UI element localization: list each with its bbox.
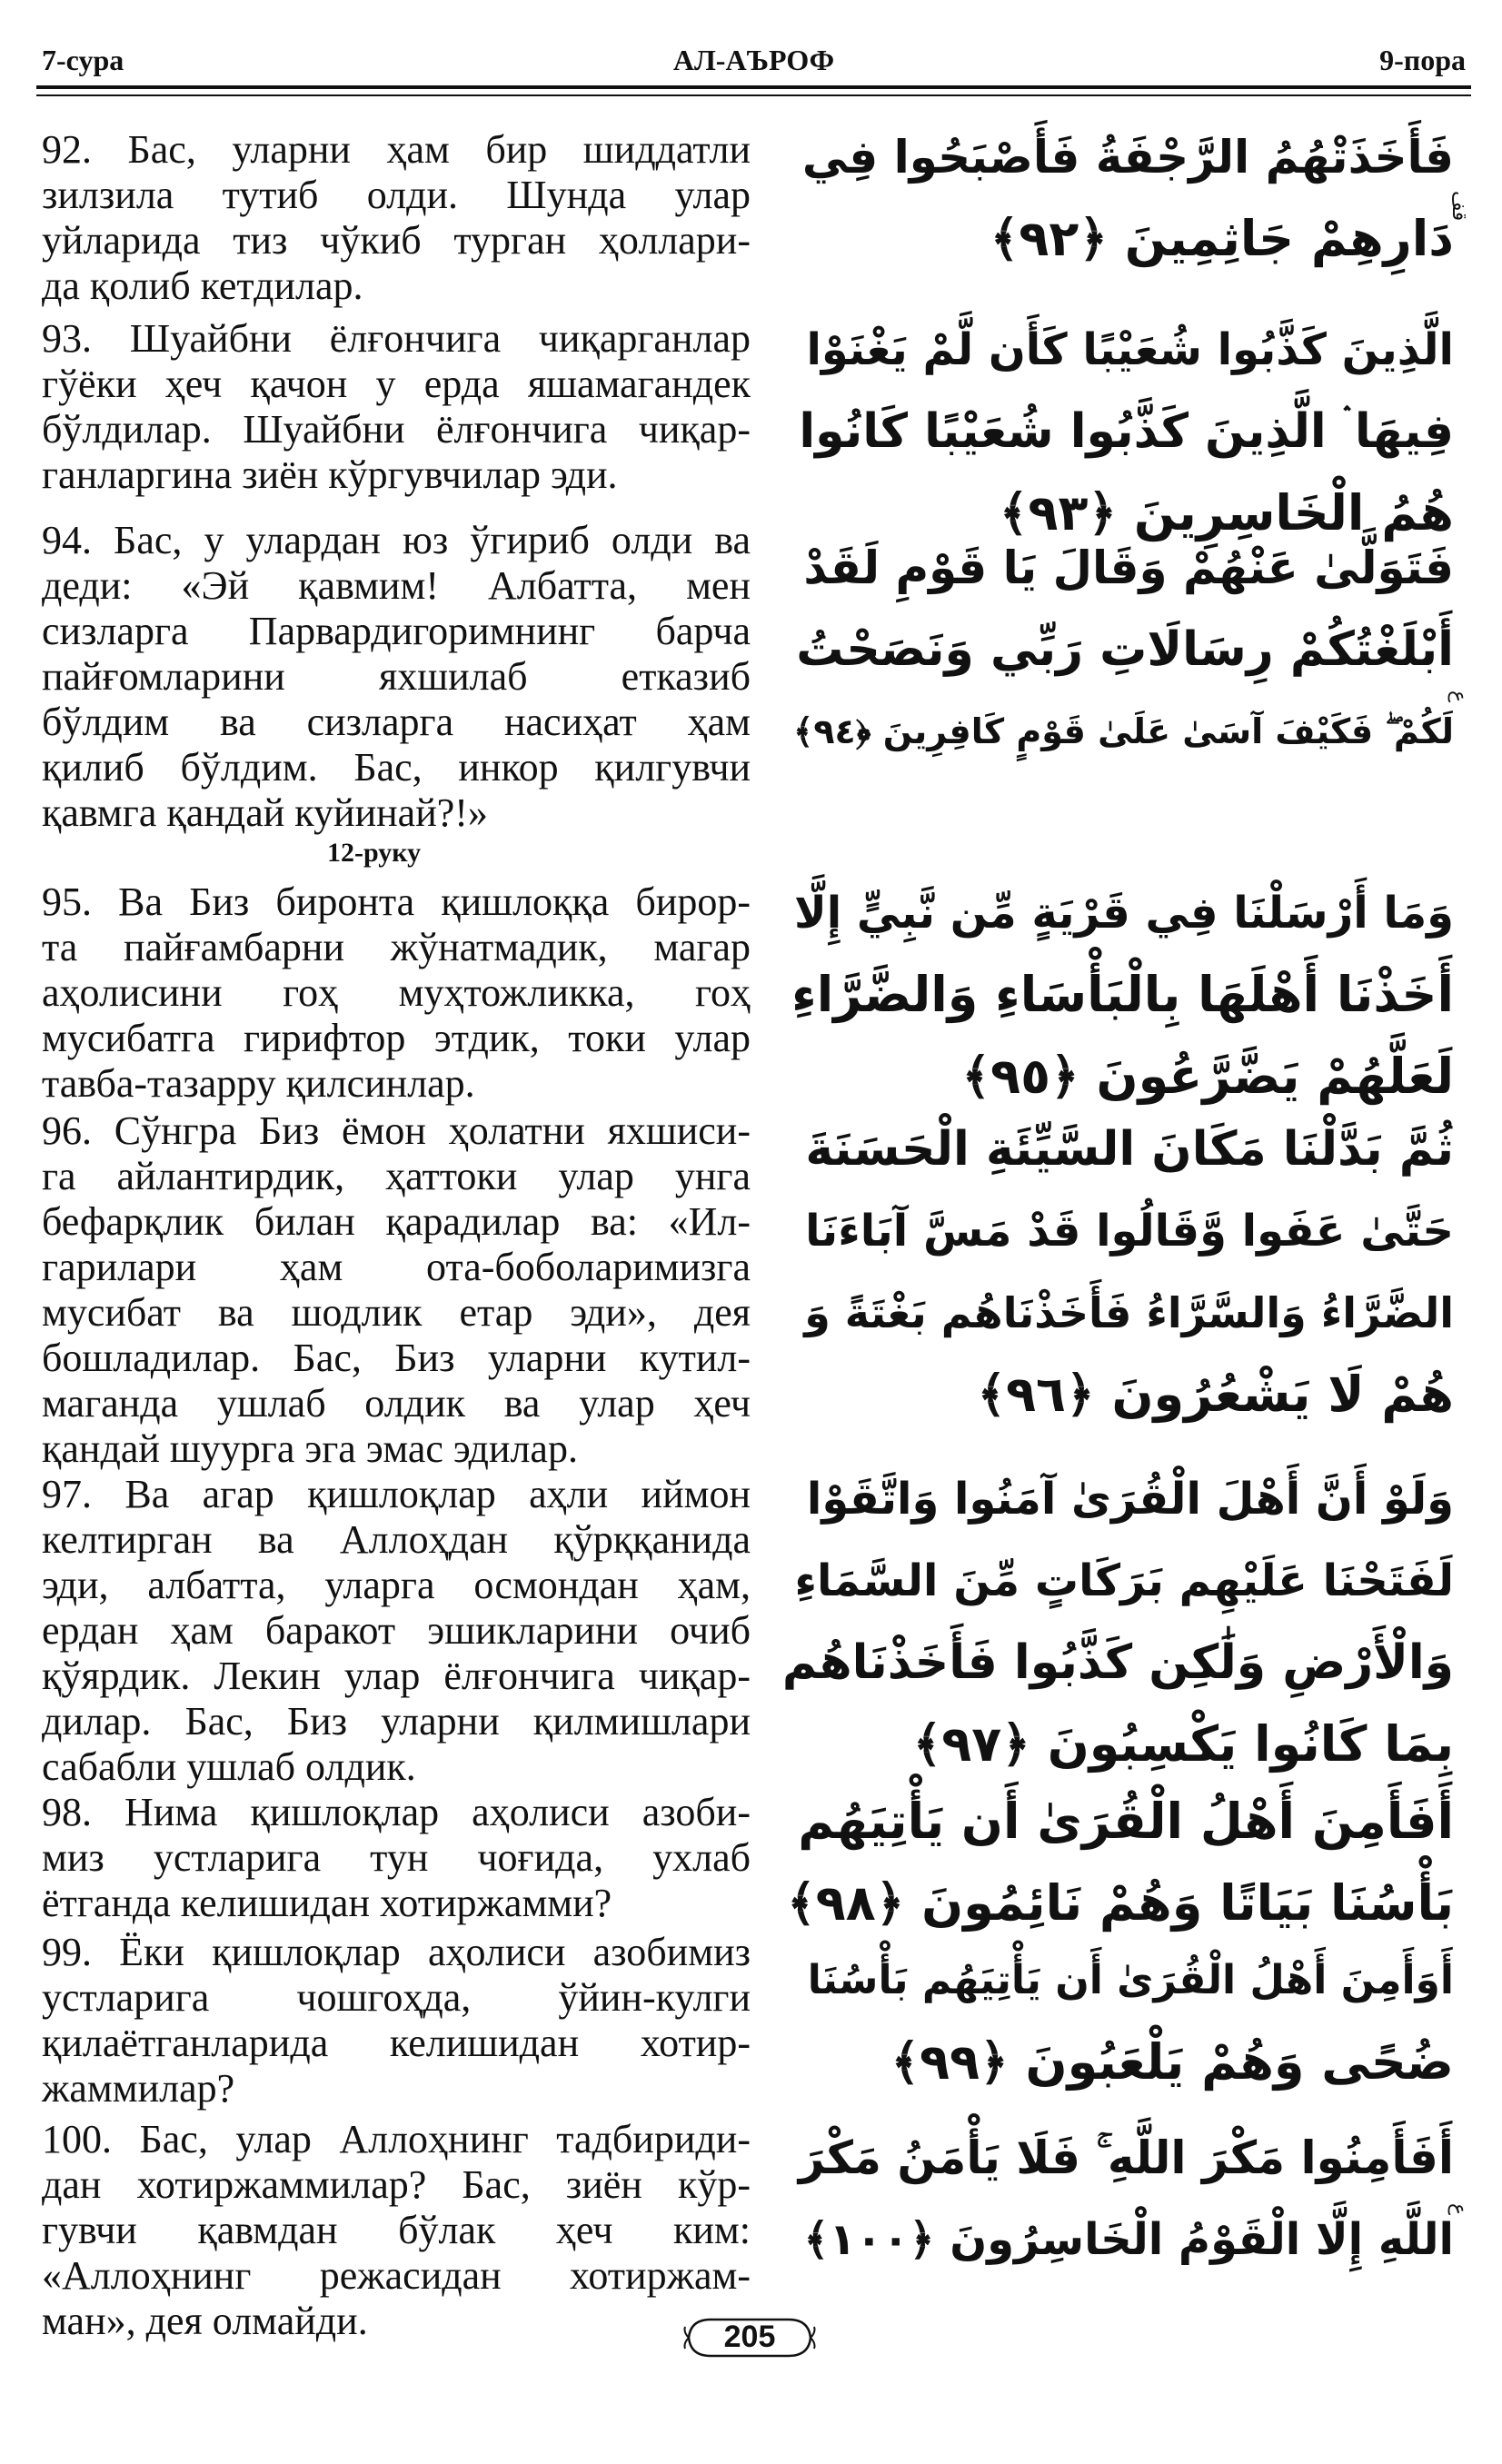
translation-line: 94. Бас, у улардан юз ўгириб олди ва [42,518,751,562]
translation-line: ётганда келишидан хотиржамми? [42,1881,612,1925]
translation-line: қавмга қандай куйинай?!» [42,790,488,835]
arabic-verse-100 [781,2117,1454,2280]
translation-line: та пайғамбарни жўнатмадик, магар [42,925,751,969]
arabic-line: حَتَّىٰ عَفَوا وَّقَالُوا قَدْ مَسَّ آبَاءَنَا [805,1206,1454,1257]
translation-line: пайғомларини яхшилаб етказиб [42,654,751,699]
arabic-line: ضُحًى وَهُمْ يَلْعَبُونَ ﴿٩٩﴾ [890,2033,1454,2091]
translation-line: 96. Сўнгра Биз ёмон ҳолатни яхшиси- [42,1108,751,1153]
translation-line: дан хотиржаммилар? Бас, зиён кўр- [42,2162,751,2207]
arabic-line: فِيهَا ۛ الَّذِينَ كَذَّبُوا شُعَيْبًا كَانُوا [799,404,1454,459]
translation-line: ердан ҳам баракот эшикларини очиб [42,1608,751,1653]
sura-title: АЛ-АЪРОФ [672,44,835,76]
header-rule-thin [36,94,1471,96]
arabic-line: وَمَا أَرْسَلْنَا فِي قَرْيَةٍ مِّن نَّبِيٍّ إِلَّا [793,888,1454,939]
translation-line: маганда ушлаб олдик ва улар ҳеч [42,1381,751,1426]
translation-line: сизларга Парвардигоримнинг барча [42,609,751,653]
arabic-line: بَأْسُنَا بَيَاتًا وَهُمْ نَائِمُونَ ﴿٩٨﴾ [787,1874,1454,1932]
translation-line: бўлдим ва сизларга насиҳат ҳам [42,700,751,744]
translation-line: 97. Ва агар қишлоқлар аҳли иймон [42,1472,751,1516]
translation-verse-93 [42,316,751,498]
translation-line: 98. Нима қишлоқлар аҳолиси азоби- [42,1790,751,1834]
translation-line: га айлантирдик, ҳаттоки улар унга [42,1154,751,1198]
translation-line: мусибатга гирифтор этдик, токи улар [42,1016,751,1060]
arabic-line: أَفَأَمِنَ أَهْلُ الْقُرَىٰ أَن يَأْتِيَهُم [798,1793,1454,1850]
translation-line: гувчи қавмдан бўлак ҳеч ким: [42,2208,751,2252]
translation-line: гарилари ҳам ота-боболаримизга [42,1245,751,1289]
translation-line: аҳолисини гоҳ муҳтожликка, гоҳ [42,970,751,1015]
translation-line: бошладилар. Бас, Биз уларни кутил- [42,1336,751,1380]
translation-line: қилаётганларида келишидан хотир- [42,2021,751,2065]
arabic-line: الضَّرَّاءُ وَالسَّرَّاءُ فَأَخَذْنَاهُم بَغْتَةً وَ [804,1288,1454,1337]
arabic-line: أَفَأَمِنُوا مَكْرَ اللَّهِ ۚ فَلَا يَأْمَنُ مَكْرَ [798,2131,1454,2184]
margin-marker: قف [1447,191,1470,222]
translation-line: устларига чошгоҳда, ўйин-кулги [42,1975,751,2020]
arabic-verse-97 [781,1458,1454,1785]
arabic-verse-96 [781,1108,1454,1436]
translation-line: 99. Ёки қишлоқлар аҳолиси азобимиз [42,1930,751,1974]
arabic-line: وَلَوْ أَنَّ أَهْلَ الْقُرَىٰ آمَنُوا وَاتَّقَوْا [806,1474,1454,1525]
translation-line: деди: «Эй қавмим! Албатта, мен [42,563,751,608]
arabic-line: لَكُمْ ۖ فَكَيْفَ آسَىٰ عَلَىٰ قَوْمٍ كَافِرِينَ ﴿٩٤﴾ [793,711,1454,751]
arabic-line: أَبْلَغْتُكُمْ رِسَالَاتِ رَبِّي وَنَصَحْتُ [796,622,1454,677]
header-rule-thick [36,85,1471,89]
arabic-line: هُمْ لَا يَشْعُرُونَ ﴿٩٦﴾ [977,1366,1454,1423]
translation-line: миз устларига тун чоғида, ухлаб [42,1835,751,1880]
translation-line: уйларида тиз чўкиб турган ҳоллари- [42,218,751,263]
arabic-verse-93 [781,309,1454,554]
arabic-line: لَعَلَّهُمْ يَضَّرَّعُونَ ﴿٩٥﴾ [961,1048,1454,1105]
margin-marker: ع [1447,2203,1470,2216]
translation-line: 100. Бас, улар Аллоҳнинг тадбириди- [42,2117,751,2161]
translation-line: да қолиб кетдилар. [42,263,363,308]
arabic-line: فَتَوَلَّىٰ عَنْهُمْ وَقَالَ يَا قَوْمِ لَقَدْ [803,541,1454,594]
juz-label: 9-пора [1379,44,1466,76]
translation-line: сабабли ушлаб олдик. [42,1744,416,1789]
translation-verse-95 [42,879,751,1107]
arabic-line: ثُمَّ بَدَّلْنَا مَكَانَ السَّيِّئَةِ الْحَسَنَةَ [805,1122,1454,1177]
margin-marker: ع [1447,691,1470,703]
translation-line: гўёки ҳеч қачон у ерда яшамагандек [42,362,751,406]
ruku-label: 12-руку [327,838,422,868]
translation-line: қилиб бўлдим. Бас, инкор қилгувчи [42,745,751,790]
page-number [683,2312,816,2363]
translation-line: зилзила тутиб олди. Шунда улар [42,173,751,217]
translation-line: бефарқлик билан қарадилар ва: «Ил- [42,1199,751,1244]
translation-line: қандай шуурга эга эмас эдилар. [42,1426,578,1471]
translation-verse-99 [42,1930,751,2111]
arabic-verse-95 [781,872,1454,1118]
translation-line: жаммилар? [42,2066,235,2111]
translation-verse-98 [42,1790,751,1926]
translation-line: «Аллоҳнинг режасидан хотиржам- [42,2253,751,2298]
arabic-line: دَارِهِمْ جَاثِمِينَ ﴿٩٢﴾ [990,210,1454,267]
translation-line: 92. Бас, уларни ҳам бир шиддатли [42,127,751,172]
page-number-text: 205 [723,2320,776,2354]
translation-line: дилар. Бас, Биз уларни қилмишлари [42,1699,751,1744]
arabic-verse-98 [781,1781,1454,1944]
translation-line: қўярдик. Лекин улар ёлғончига чиқар- [42,1654,751,1698]
translation-verse-100 [42,2117,751,2344]
translation-line: эди, албатта, уларга осмондан ҳам, [42,1563,751,1607]
translation-line: мусибат ва шодлик етар эди», дея [42,1290,751,1335]
translation-verse-92 [42,127,751,309]
translation-verse-94 [42,518,751,836]
arabic-line: الَّذِينَ كَذَّبُوا شُعَيْبًا كَأَن لَّمْ يَغْنَوْا [806,324,1454,375]
arabic-line: أَوَأَمِنَ أَهْلُ الْقُرَىٰ أَن يَأْتِيَهُم بَأْسُنَا [807,1957,1454,2003]
translation-line: ман», дея олмайди. [42,2299,368,2343]
arabic-line: فَأَخَذَتْهُمُ الرَّجْفَةُ فَأَصْبَحُوا فِي [801,131,1454,184]
arabic-line: بِمَا كَانُوا يَكْسِبُونَ ﴿٩٧﴾ [912,1715,1454,1773]
translation-verse-96 [42,1108,751,1472]
translation-verse-97 [42,1472,751,1790]
sura-label: 7-сура [42,44,124,76]
arabic-line: أَخَذْنَا أَهْلَهَا بِالْبَأْسَاءِ وَالضَّرَّاءِ [791,966,1454,1023]
arabic-line: هُمُ الْخَاسِرِينَ ﴿٩٣﴾ [999,484,1454,541]
arabic-verse-94 [781,527,1454,772]
arabic-line: وَالْأَرْضِ وَلَٰكِن كَذَّبُوا فَأَخَذْنَاهُم [781,1635,1454,1690]
translation-line: бўлдилар. Шуайбни ёлғончига чиқар- [42,407,751,452]
arabic-line: لَفَتَحْنَا عَلَيْهِم بَرَكَاتٍ مِّنَ السَّمَاءِ [794,1555,1454,1606]
arabic-line: اللَّهِ إِلَّا الْقَوْمُ الْخَاسِرُونَ ﴿١٠٠﴾ [803,2214,1454,2265]
translation-line: 93. Шуайбни ёлғончига чиқарганлар [42,316,751,361]
translation-line: 95. Ва Биз биронта қишлоққа бирор- [42,879,751,924]
arabic-verse-99 [781,1940,1454,2103]
translation-line: ганларгина зиён кўргувчилар эди. [42,452,618,497]
arabic-verse-92 [781,116,1454,280]
translation-line: тавба-тазарру қилсинлар. [42,1061,475,1106]
translation-line: келтирган ва Аллоҳдан қўрққанида [42,1517,751,1562]
